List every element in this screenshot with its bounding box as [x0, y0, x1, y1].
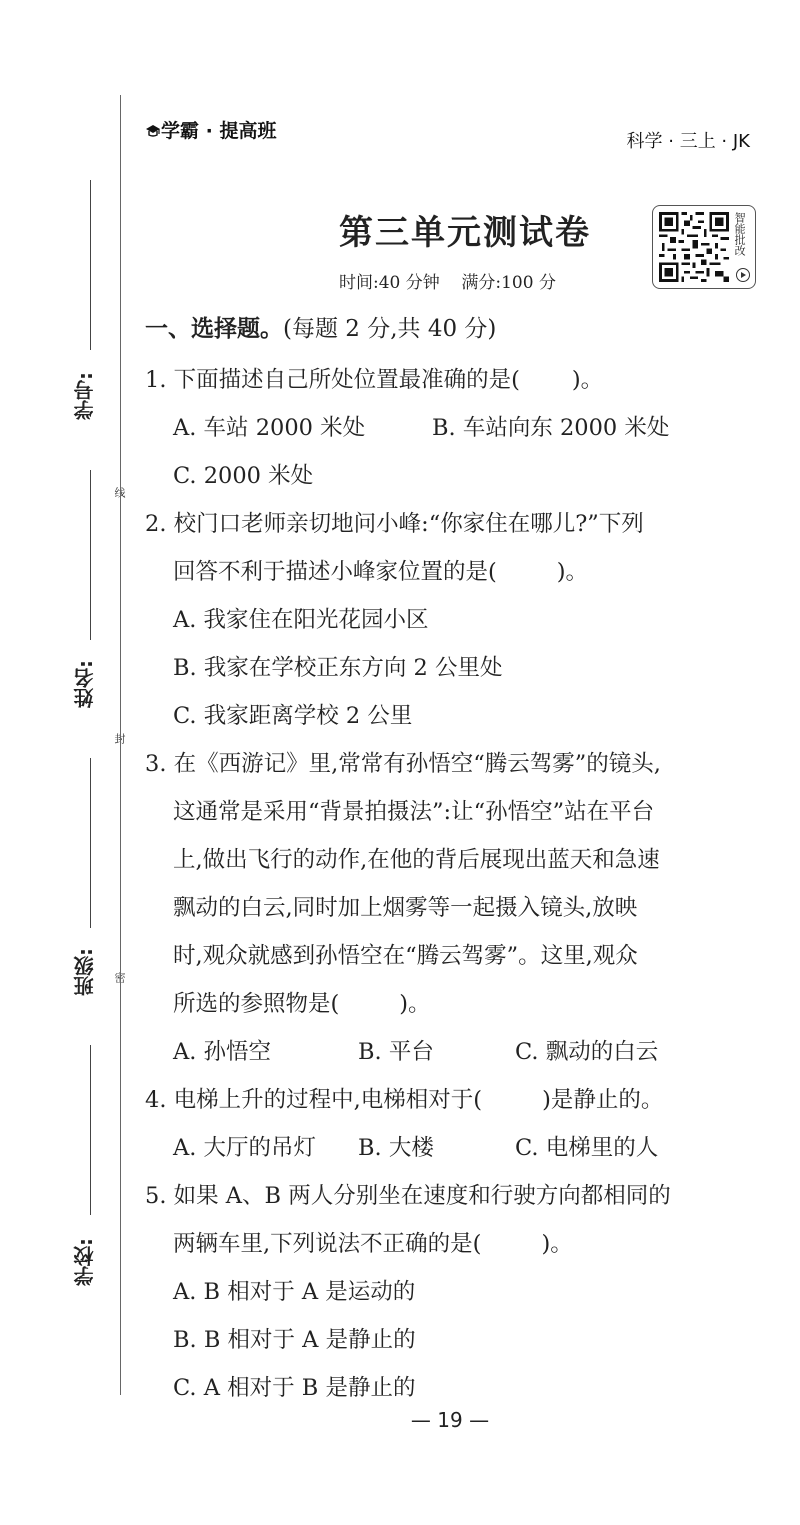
brand-logo: [145, 116, 276, 143]
name-label: 姓名:: [73, 660, 97, 708]
question-5-stem: [173, 1226, 573, 1258]
question-5-option-c: C. A 相对于 B 是静止的: [173, 1375, 416, 1401]
subject-label: 科学 · 三上 · JK: [626, 131, 750, 152]
question-3-line-1: 3. 在《西游记》里,常常有孙悟空“腾云驾雾”的镜头,: [145, 751, 661, 777]
question-2-tail: )。: [556, 559, 589, 585]
exam-score: 满分:100 分: [461, 273, 556, 293]
question-3-paren-line: 所选的参照物是(: [173, 991, 340, 1017]
question-2-option-b: B. 我家在学校正东方向 2 公里处: [173, 655, 503, 681]
question-4-text: 4. 电梯上升的过程中,电梯相对于(: [145, 1087, 483, 1113]
seal-char-secret: [111, 972, 127, 983]
question-4-tail: )是静止的。: [542, 1087, 664, 1113]
question-3-option-a: A. 孙悟空: [173, 1039, 272, 1065]
question-4-option-b: B. 大楼: [358, 1135, 434, 1161]
question-5-tail: )。: [541, 1231, 573, 1257]
page-number: — 19 —: [410, 1408, 490, 1432]
question-1-tail: )。: [571, 367, 604, 393]
question-5-option-a: A. B 相对于 A 是运动的: [173, 1279, 416, 1305]
question-2-line-1: 2. 校门口老师亲切地问小峰:“你家住在哪儿?”下列: [145, 511, 644, 537]
school-label: 学校:: [73, 1238, 97, 1286]
question-4-stem: [145, 1082, 663, 1114]
question-2-paren-line: 回答不利于描述小峰家位置的是(: [173, 559, 497, 585]
question-1-stem: [145, 362, 603, 394]
section-label: 一、选择题。: [145, 316, 283, 342]
exam-time: 时间:40 分钟: [339, 273, 440, 293]
student-no-label: 学号:: [73, 372, 97, 420]
question-3-line-2: 这通常是采用“背景拍摄法”:让“孙悟空”站在平台: [173, 799, 655, 825]
class-label: 班级:: [73, 948, 97, 996]
question-2-stem: [173, 554, 588, 586]
seal-char-seal: [111, 733, 127, 744]
question-3-line-5: 时,观众就感到孙悟空在“腾云驾雾”。这里,观众: [173, 943, 638, 969]
qr-label: 智能批改: [733, 212, 747, 256]
graduation-cap-icon: [145, 124, 161, 138]
question-4-option-a: A. 大厅的吊灯: [173, 1135, 317, 1161]
question-2-option-a: A. 我家住在阳光花园小区: [173, 607, 429, 633]
question-5-line-1: 5. 如果 A、B 两人分别坐在速度和行驶方向都相同的: [145, 1183, 671, 1209]
question-1-option-c: C. 2000 米处: [173, 463, 314, 489]
section-heading: [145, 310, 496, 343]
question-5-paren-line: 两辆车里,下列说法不正确的是(: [173, 1231, 482, 1257]
qr-code-icon: [659, 212, 729, 282]
question-3-option-c: C. 飘动的白云: [515, 1039, 659, 1065]
question-3-line-3: 上,做出飞行的动作,在他的背后展现出蓝天和急速: [173, 847, 660, 873]
class-underline: [90, 758, 91, 928]
question-3-stem: [173, 986, 431, 1018]
school-underline: [90, 1045, 91, 1215]
question-3-tail: )。: [399, 991, 431, 1017]
seal-char-line: [111, 487, 127, 498]
page-title: 第三单元测试卷: [339, 213, 591, 253]
question-5-option-b: B. B 相对于 A 是静止的: [173, 1327, 416, 1353]
question-3-line-4: 飘动的白云,同时加上烟雾等一起摄入镜头,放映: [173, 895, 638, 921]
question-1-option-a: A. 车站 2000 米处: [173, 415, 366, 441]
section-note: (每题 2 分,共 40 分): [283, 316, 497, 342]
question-1-text: 1. 下面描述自己所处位置最准确的是(: [145, 367, 520, 393]
brand-text: 学霸 · 提高班: [161, 120, 277, 142]
play-icon: [736, 268, 750, 282]
question-3-option-b: B. 平台: [358, 1039, 434, 1065]
qr-code-box[interactable]: [652, 205, 756, 289]
question-4-option-c: C. 电梯里的人: [515, 1135, 659, 1161]
question-1-option-b: B. 车站向东 2000 米处: [432, 415, 670, 441]
question-2-option-c: C. 我家距离学校 2 公里: [173, 703, 413, 729]
name-underline: [90, 470, 91, 640]
